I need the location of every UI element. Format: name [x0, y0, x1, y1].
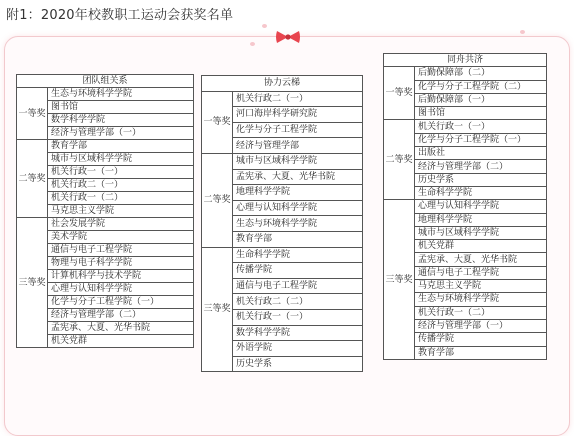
unit-cell: 城市与区域科学学院 [415, 226, 547, 239]
table-row [17, 218, 194, 231]
table-row [202, 153, 363, 169]
unit-cell: 孟宪承、大夏、光华书院 [233, 169, 363, 185]
table-row [384, 120, 547, 133]
unit-cell: 孟宪承、大夏、光华书院 [415, 253, 547, 266]
unit-cell: 历史学系 [233, 356, 363, 372]
unit-cell: 生态与环境科学学院 [415, 293, 547, 306]
unit-cell: 心理与认知科学学院 [415, 200, 547, 213]
award-level-cell: 二等奖 [384, 120, 415, 200]
award-table-team-relations [16, 74, 194, 348]
unit-cell: 外语学院 [233, 341, 363, 357]
unit-cell: 物理与电子科学学院 [48, 257, 194, 270]
unit-cell: 后勤保障部（一） [415, 93, 547, 106]
unit-cell: 机关行政一（二） [48, 192, 194, 205]
unit-cell: 心理与认知科学学院 [233, 200, 363, 216]
unit-cell: 经济与管理学部（一） [48, 127, 194, 140]
unit-cell: 心理与认知科学学院 [48, 283, 194, 296]
unit-cell: 后勤保障部（二） [415, 67, 547, 80]
unit-cell: 马克思主义学院 [415, 280, 547, 293]
unit-cell: 地理科学学院 [415, 213, 547, 226]
unit-cell: 数学科学学院 [48, 114, 194, 127]
award-level-cell: 一等奖 [17, 88, 48, 140]
unit-cell: 传播学院 [415, 333, 547, 346]
petal-decoration [520, 30, 525, 34]
unit-cell: 通信与电子工程学院 [415, 266, 547, 279]
table-row [384, 200, 547, 213]
unit-cell: 生态与环境科学学院 [48, 88, 194, 101]
award-table-cooperative-ladder [201, 75, 363, 372]
bow-ribbon-icon [275, 30, 301, 44]
unit-cell: 机关行政一（二） [415, 306, 547, 319]
table-header: 协力云梯 [202, 76, 363, 92]
unit-cell: 化学与分子工程学院（一） [415, 133, 547, 146]
award-level-cell: 二等奖 [202, 153, 233, 247]
unit-cell: 美术学院 [48, 231, 194, 244]
unit-cell: 马克思主义学院 [48, 205, 194, 218]
unit-cell: 机关行政一（一） [48, 166, 194, 179]
award-level-cell: 二等奖 [17, 140, 48, 218]
unit-cell: 机关行政二（一） [48, 179, 194, 192]
award-level-cell: 三等奖 [202, 247, 233, 372]
unit-cell: 通信与电子工程学院 [48, 244, 194, 257]
unit-cell: 机关党群 [48, 335, 194, 348]
unit-cell: 化学与分子工程学院 [233, 122, 363, 138]
table-row [202, 91, 363, 107]
unit-cell: 经济与管理学部（一） [415, 319, 547, 332]
unit-cell: 城市与区域科学学院 [48, 153, 194, 166]
unit-cell: 机关行政二（二） [233, 294, 363, 310]
table-header: 同舟共济 [384, 54, 547, 67]
unit-cell: 河口海岸科学研究院 [233, 107, 363, 123]
unit-cell: 地理科学学院 [233, 185, 363, 201]
unit-cell: 化学与分子工程学院（二） [415, 80, 547, 93]
unit-cell: 图书馆 [48, 101, 194, 114]
unit-cell: 生命科学学院 [415, 186, 547, 199]
unit-cell: 教育学部 [48, 140, 194, 153]
unit-cell: 化学与分子工程学院（一） [48, 296, 194, 309]
unit-cell: 孟宪承、大夏、光华书院 [48, 322, 194, 335]
award-table-same-boat [383, 53, 547, 360]
unit-cell: 传播学院 [233, 263, 363, 279]
unit-cell: 社会发展学院 [48, 218, 194, 231]
unit-cell: 机关行政二（一） [233, 91, 363, 107]
award-level-cell: 一等奖 [384, 67, 415, 120]
unit-cell: 机关行政一（一） [415, 120, 547, 133]
unit-cell: 通信与电子工程学院 [233, 278, 363, 294]
table-row [384, 67, 547, 80]
award-level-cell: 三等奖 [17, 218, 48, 348]
table-row [202, 247, 363, 263]
award-level-cell: 三等奖 [384, 200, 415, 360]
table-header: 团队组关系 [17, 75, 194, 88]
unit-cell: 出版社 [415, 147, 547, 160]
unit-cell: 教育学部 [233, 231, 363, 247]
page-heading: 附1：2020年校教职工运动会获奖名单 [6, 8, 234, 23]
unit-cell: 机关行政一（一） [233, 309, 363, 325]
unit-cell: 生命科学学院 [233, 247, 363, 263]
unit-cell: 经济与管理学部 [233, 138, 363, 154]
unit-cell: 计算机科学与技术学院 [48, 270, 194, 283]
award-level-cell: 一等奖 [202, 91, 233, 153]
unit-cell: 图书馆 [415, 107, 547, 120]
petal-decoration [262, 24, 267, 28]
unit-cell: 数学科学学院 [233, 325, 363, 341]
table-row [17, 88, 194, 101]
unit-cell: 机关党群 [415, 240, 547, 253]
unit-cell: 城市与区域科学学院 [233, 153, 363, 169]
petal-decoration [250, 42, 255, 46]
unit-cell: 教育学部 [415, 346, 547, 359]
table-row [17, 140, 194, 153]
unit-cell: 生态与环境科学学院 [233, 216, 363, 232]
unit-cell: 经济与管理学部（二） [48, 309, 194, 322]
unit-cell: 经济与管理学部（二） [415, 160, 547, 173]
unit-cell: 历史学系 [415, 173, 547, 186]
